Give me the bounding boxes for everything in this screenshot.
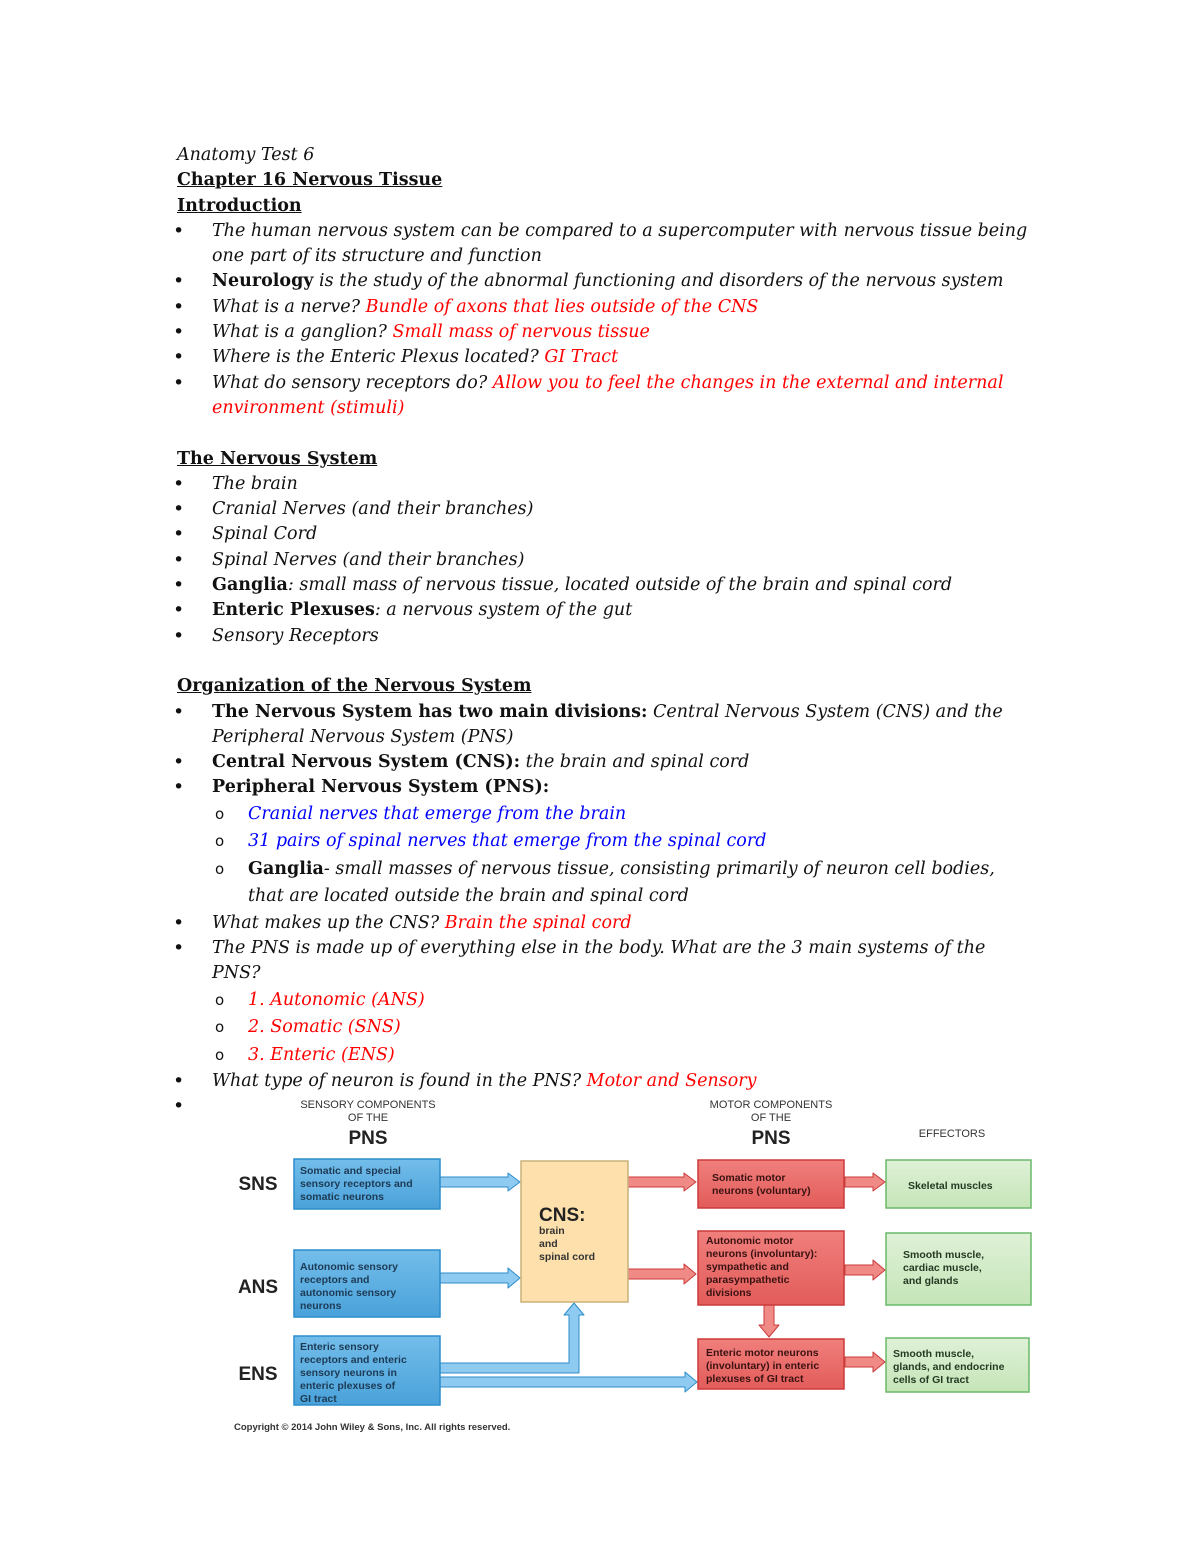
list-item: [177, 269, 1057, 294]
intro-heading: Introduction: [177, 195, 302, 216]
spacer: [177, 421, 1057, 446]
sensory-sns-line: somatic neurons: [300, 1191, 385, 1203]
item-text: : a nervous system of the gut: [374, 600, 633, 621]
sensory-header-pns: PNS: [348, 1128, 388, 1149]
effector-ens-line: cells of GI tract: [893, 1374, 969, 1386]
list-item: [177, 371, 1042, 422]
item-text: Spinal Cord: [212, 524, 318, 545]
sensory-ens-line: Enteric sensory: [300, 1341, 379, 1353]
row-label-sns: SNS: [238, 1174, 278, 1195]
item-term: Ganglia: [212, 575, 288, 596]
motor-ans-line: sympathetic and: [706, 1261, 789, 1273]
item-question: Where is the Enteric Plexus located?: [212, 347, 545, 368]
item-answer: Bundle of axons that lies outside of the CNS: [365, 296, 759, 317]
list-item: [177, 775, 1057, 910]
motor-header-pns: PNS: [751, 1128, 791, 1149]
sublist-item: [177, 987, 1012, 1015]
arrow-cns-to-somatic-motor: [628, 1173, 696, 1191]
list-item: [177, 522, 1057, 547]
item-term: Enteric Plexuses: [212, 600, 375, 621]
effector-ans-line: cardiac muscle,: [903, 1262, 982, 1274]
arrow-cns-to-autonomic-motor: [628, 1264, 696, 1284]
item-answer: Small mass of nervous tissue: [392, 322, 650, 343]
item-text: : small mass of nervous tissue, located outside of the brain and spinal cord: [287, 575, 953, 596]
item-text: 3. Enteric (ENS): [248, 1044, 395, 1065]
motor-ens-line: plexuses of GI tract: [706, 1373, 804, 1385]
list-item: [177, 1069, 1057, 1094]
motor-ans-line: divisions: [706, 1287, 752, 1299]
list-item: [177, 624, 1057, 649]
row-label-ans: ANS: [237, 1277, 279, 1298]
item-term: The Nervous System has two main divisions:: [212, 701, 648, 722]
sensory-ens-line: sensory neurons in: [300, 1367, 397, 1379]
cns-title: CNS:: [539, 1205, 586, 1226]
cns-box: [521, 1161, 628, 1302]
sensory-ans-line: receptors and: [300, 1274, 370, 1286]
item-text: The human nervous system can be compared to a supercomputer with nervous tissue being one part of its structure and function: [212, 220, 1028, 267]
motor-ans-line: parasympathetic: [706, 1274, 790, 1286]
effector-ans-line: and glands: [903, 1275, 959, 1287]
effector-ens-line: Smooth muscle,: [893, 1348, 975, 1360]
pns-components-diagram: [228, 1093, 1038, 1438]
item-text: Central Nervous System (CNS) and the Peripheral Nervous System (PNS): [212, 701, 1003, 747]
spacer: [177, 649, 1057, 674]
item-question: What makes up the CNS?: [212, 912, 445, 933]
sublist-item: [177, 1042, 1012, 1070]
sensory-ans-line: Autonomic sensory: [300, 1261, 399, 1273]
motor-box-ens-text: [706, 1347, 819, 1385]
item-term: Peripheral Nervous System (PNS):: [212, 777, 550, 798]
arrow-autonomic-to-smooth: [845, 1260, 885, 1280]
list-item: [177, 295, 1057, 320]
sensory-ens-line: enteric plexuses of: [300, 1380, 396, 1392]
item-answer: GI Tract: [544, 347, 619, 368]
effector-ans-line: Smooth muscle,: [903, 1249, 985, 1261]
item-text: Cranial Nerves (and their branches): [212, 499, 534, 520]
list-item: [177, 345, 1057, 370]
sensory-sns-line: sensory receptors and: [300, 1178, 413, 1190]
motor-ans-line: neurons (involuntary):: [706, 1248, 818, 1260]
item-text: the brain and spinal cord: [520, 752, 750, 773]
item-question: What is a ganglion?: [212, 322, 393, 343]
ns-list: [177, 472, 1057, 649]
cns-line: brain: [539, 1225, 565, 1237]
diagram-copyright: Copyright © 2014 John Wiley & Sons, Inc. All rights reserved.: [234, 1422, 511, 1433]
arrow-sns-to-cns: [440, 1173, 520, 1191]
arrow-autonomic-to-enteric: [759, 1305, 779, 1337]
item-answer: Allow you to feel the changes in the external and internal environment (stimuli): [212, 372, 1004, 418]
pns-systems-list: [177, 987, 1012, 1070]
list-item: [177, 911, 1057, 936]
effector-sns-line: Skeletal muscles: [908, 1180, 993, 1192]
item-text: - small masses of nervous tissue, consisting primarily of neuron cell bodies, that are located outside the brain and spinal cord: [248, 858, 995, 907]
motor-header-line1: MOTOR COMPONENTS: [709, 1099, 833, 1111]
effector-ens-line: glands, and endocrine: [893, 1361, 1005, 1373]
document-title: Anatomy Test 6: [177, 145, 315, 165]
arrow-ans-to-cns: [440, 1268, 520, 1288]
row-label-ens: ENS: [238, 1364, 278, 1385]
item-text: The brain: [212, 473, 298, 494]
ns-heading: The Nervous System: [177, 448, 378, 469]
item-term: Neurology: [212, 271, 314, 292]
chapter-heading: Chapter 16 Nervous Tissue: [177, 170, 443, 191]
list-item: [177, 573, 1057, 598]
sensory-ans-line: neurons: [300, 1300, 342, 1312]
item-term: Central Nervous System (CNS):: [212, 752, 521, 773]
sensory-header-line1: SENSORY COMPONENTS: [300, 1099, 436, 1111]
org-list: [177, 700, 1057, 1120]
motor-header-line2: OF THE: [750, 1112, 792, 1124]
pns-sublist: [177, 801, 1057, 911]
document-body: [177, 143, 1057, 1120]
sensory-header-line2: OF THE: [347, 1112, 389, 1124]
motor-sns-line: Somatic motor: [712, 1172, 786, 1184]
item-text: Cranial nerves that emerge from the brain: [248, 803, 627, 824]
item-answer: Brain the spinal cord: [444, 912, 632, 933]
intro-list: [177, 219, 1057, 421]
list-item: [177, 497, 1057, 522]
motor-sns-line: neurons (voluntary): [712, 1185, 811, 1197]
org-heading: Organization of the Nervous System: [177, 676, 532, 697]
list-item: [177, 219, 1042, 270]
motor-ens-line: Enteric motor neurons: [706, 1347, 819, 1359]
item-question: What do sensory receptors do?: [212, 372, 493, 393]
item-text: 1. Autonomic (ANS): [248, 989, 425, 1010]
item-text: 31 pairs of spinal nerves that emerge from the spinal cord: [248, 831, 767, 852]
sublist-item: [177, 856, 1008, 911]
cns-line: and: [539, 1238, 558, 1250]
list-item: [177, 700, 1042, 751]
arrow-ens-to-enteric-motor: [440, 1372, 697, 1392]
arrow-somatic-to-skeletal: [845, 1173, 885, 1191]
sublist-item: [177, 1014, 1012, 1042]
item-question: What is a nerve?: [212, 296, 366, 317]
sublist-item: [177, 801, 1057, 829]
item-text: Spinal Nerves (and their branches): [212, 549, 525, 570]
cns-line: spinal cord: [539, 1251, 596, 1263]
arrow-ens-to-cns: [440, 1303, 584, 1373]
sublist-item: [177, 828, 1057, 856]
sensory-sns-line: Somatic and special: [300, 1165, 401, 1177]
list-item: [177, 320, 1057, 345]
list-item: [177, 936, 1012, 1069]
item-question: What type of neuron is found in the PNS?: [212, 1071, 587, 1092]
item-text: is the study of the abnormal functioning and disorders of the nervous system: [313, 271, 1004, 292]
motor-box-sns: [698, 1160, 844, 1208]
effectors-header: EFFECTORS: [918, 1128, 986, 1140]
list-item: [177, 548, 1057, 573]
item-question: The PNS is made up of everything else in the body. What are the 3 main systems of the PNS?: [212, 938, 986, 984]
sensory-ens-line: receptors and enteric: [300, 1354, 407, 1366]
list-item: [177, 598, 1057, 623]
motor-ans-line: Autonomic motor: [706, 1235, 794, 1247]
list-item: [177, 472, 1057, 497]
sensory-ens-line: GI tract: [300, 1393, 337, 1405]
sensory-ans-line: autonomic sensory: [300, 1287, 397, 1299]
item-term: Ganglia: [248, 858, 324, 879]
item-text: 2. Somatic (SNS): [248, 1017, 401, 1038]
list-item: [177, 750, 1057, 775]
motor-ens-line: (involuntary) in enteric: [706, 1360, 820, 1372]
arrow-enteric-to-gi: [845, 1352, 885, 1372]
item-answer: Motor and Sensory: [586, 1071, 757, 1092]
item-text: Sensory Receptors: [212, 625, 379, 646]
